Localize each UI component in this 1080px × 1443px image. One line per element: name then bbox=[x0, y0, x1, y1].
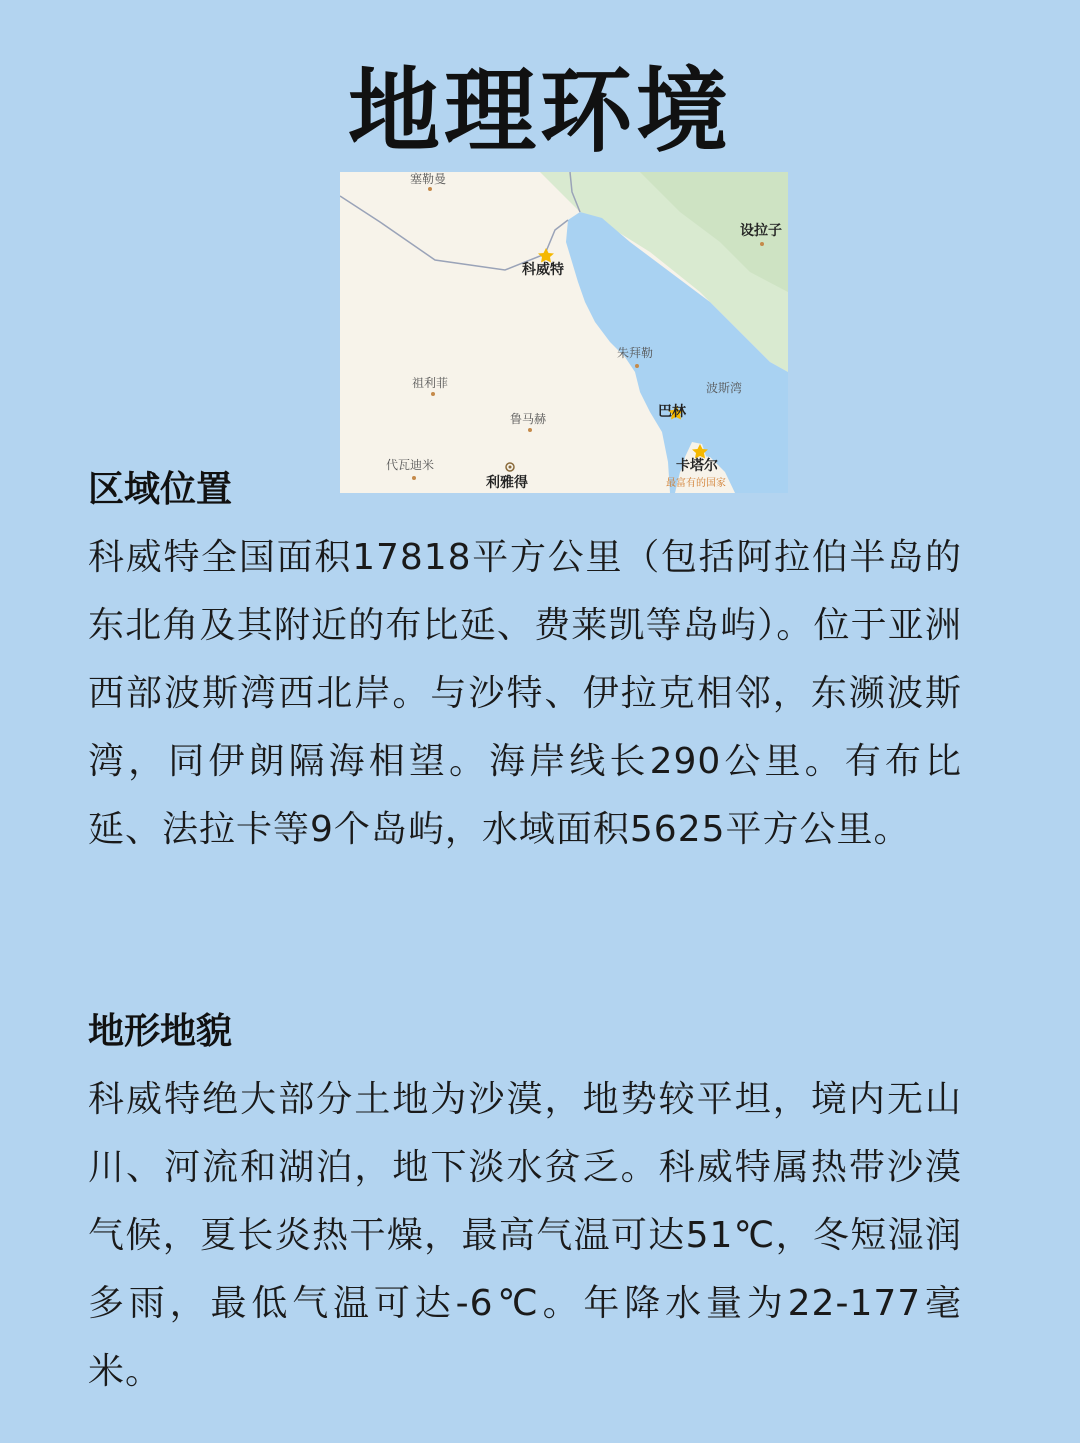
section-paragraph-terrain: 科威特绝大部分土地为沙漠，地势较平坦，境内无山川、河流和湖泊，地下淡水贫乏。科威特属热带沙漠气候，夏长炎热干燥，最高气温可达51℃，冬短湿润多雨，最低气温可达-6℃。年降水量为22-177毫米。 bbox=[88, 1079, 962, 1392]
map-label-riyadh: 利雅得 bbox=[486, 475, 528, 491]
map-label-qatar: 卡塔尔 bbox=[676, 458, 718, 474]
map-graphic bbox=[340, 172, 788, 493]
map-label-bahrain: 巴林 bbox=[658, 404, 686, 420]
map-label-kuwait: 科威特 bbox=[522, 262, 564, 278]
map-label-saimanman: 塞勒曼 bbox=[410, 172, 447, 186]
map-label-rumah: 鲁马赫 bbox=[510, 412, 547, 426]
map-label-zulfi: 祖利菲 bbox=[412, 376, 449, 390]
section-heading-terrain: 地形地貌 bbox=[88, 1011, 233, 1052]
page-title: 地理环境 bbox=[347, 58, 732, 165]
map-label-shelazi: 设拉子 bbox=[740, 223, 782, 239]
map-image bbox=[340, 172, 788, 493]
section-heading-location: 区域位置 bbox=[88, 469, 233, 510]
map-label-qatar-note: 最富有的国家 bbox=[666, 478, 726, 489]
section-paragraph-location: 科威特全国面积17818平方公里（包括阿拉伯半岛的东北角及其附近的布比延、费莱凯等岛屿）。位于亚洲西部波斯湾西北岸。与沙特、伊拉克相邻，东濒波斯湾，同伊朗隔海相望。海岸线长290公里。有布比延、法拉卡等9个岛屿，水域面积5625平方公里。 bbox=[88, 537, 962, 850]
map-label-dawadmi: 代瓦迪米 bbox=[386, 458, 435, 472]
map-label-jubail: 朱拜勒 bbox=[617, 346, 654, 360]
map-label-persian-gulf: 波斯湾 bbox=[706, 381, 743, 395]
